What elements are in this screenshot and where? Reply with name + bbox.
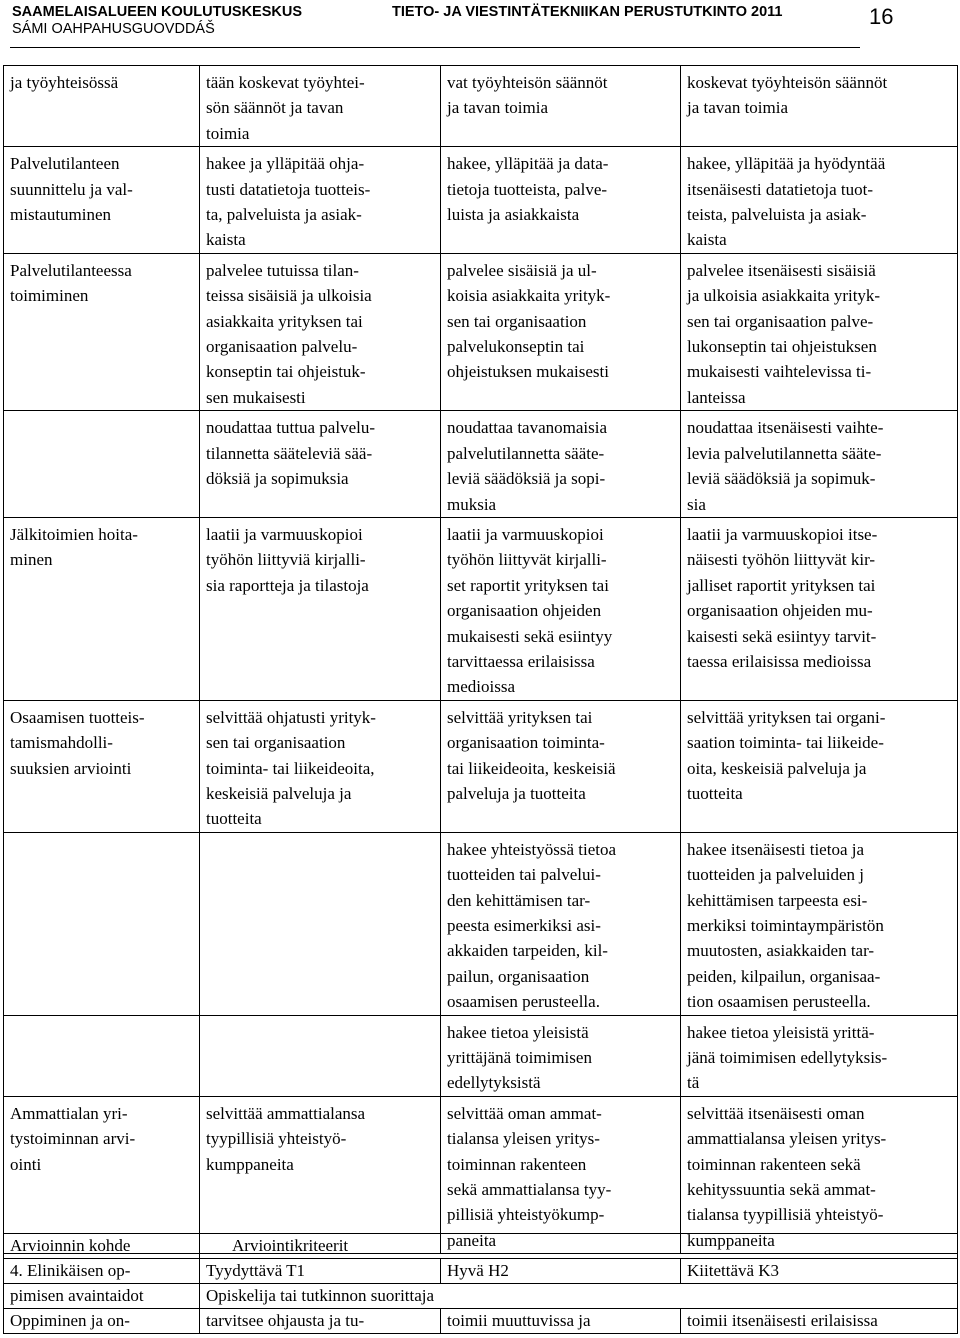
grade-header-h2: Hyvä H2: [441, 1259, 681, 1284]
criteria-h2-cell: palvelee sisäisiä ja ul- koisia asiakkaita yrityk- sen tai organisaation palvelukonseptin tai ohjeistuksen mukaisesti: [441, 253, 681, 410]
criteria-table-wrapper: [3, 65, 957, 1254]
criteria-t1-cell: selvittää ammattialansa tyypillisiä yhteistyö- kumppaneita: [200, 1096, 441, 1253]
table-row: [4, 1284, 958, 1309]
criteria-t1-cell: hakee ja ylläpitää ohja- tusti datatietoja tuotteis- ta, palveluista ja asiak- kaista: [200, 147, 441, 254]
criteria-h2-cell: vat työyhteisön säännöt ja tavan toimia: [441, 66, 681, 147]
criteria-t1-cell: [200, 832, 441, 1015]
table-row: [4, 147, 958, 254]
criteria-h2-cell: toimii muuttuvissa ja: [441, 1309, 681, 1334]
column-header-kohde: Arvioinnin kohde: [4, 1234, 200, 1259]
assessment-target-cell: Palvelutilanteen suunnittelu ja val- mistautuminen: [4, 147, 200, 254]
criteria-h2-cell: selvittää oman ammat- tialansa yleisen yritys- toiminnan rakenteen sekä ammattialansa tyy- pillisiä yhteistyökump- paneita: [441, 1096, 681, 1253]
organization-name-sami: SÁMI OAHPAHUSGUOVDDÁŠ: [12, 21, 215, 37]
criteria-k3-cell: hakee, ylläpitää ja hyödyntää itsenäisesti datatietoja tuot- teista, palveluista ja asiak- kaista: [681, 147, 958, 254]
grade-header-k3: Kiitettävä K3: [681, 1259, 958, 1284]
column-header-kriteerit: Arviointikriteerit: [200, 1234, 958, 1259]
table-row: [4, 700, 958, 832]
criteria-t1-cell: selvittää ohjatusti yrityk- sen tai organisaation toiminta- tai liikeideoita, keskeisiä palveluja ja tuotteita: [200, 700, 441, 832]
area-title-line1: 4. Elinikäisen op-: [4, 1259, 200, 1284]
header-divider: [10, 47, 860, 48]
table-row: [4, 1096, 958, 1253]
assessment-target-cell: Oppiminen ja on-: [4, 1309, 200, 1334]
assessment-target-cell: [4, 832, 200, 1015]
assessment-target-cell: Ammattialan yri- tystoiminnan arvi- ointi: [4, 1096, 200, 1253]
assessment-target-cell: Palvelutilanteessa toimiminen: [4, 253, 200, 410]
criteria-t1-cell: noudattaa tuttua palvelu- tilannetta sääteleviä sää- döksiä ja sopimuksia: [200, 411, 441, 518]
criteria-h2-cell: hakee tietoa yleisistä yrittäjänä toimimisen edellytyksistä: [441, 1015, 681, 1096]
organization-name: SAAMELAISALUEEN KOULUTUSKESKUS: [12, 4, 303, 20]
next-table-start: [3, 1233, 957, 1334]
criteria-h2-cell: laatii ja varmuuskopioi työhön liittyvät kirjalli- set raportit yrityksen tai organisaation ohjeiden mukaisesti sekä esiintyy tarvittaessa erilaisissa medioissa: [441, 517, 681, 700]
criteria-k3-cell: koskevat työyhteisön säännöt ja tavan toimia: [681, 66, 958, 147]
criteria-k3-cell: selvittää yrityksen tai organi- saation toiminta- tai liikeide- oita, keskeisiä palveluja ja tuotteita: [681, 700, 958, 832]
degree-title: TIETO- JA VIESTINTÄTEKNIIKAN PERUSTUTKINTO 2011: [392, 4, 783, 20]
table-row: [4, 1259, 958, 1284]
table-row: [4, 1234, 958, 1259]
criteria-h2-cell: selvittää yrityksen tai organisaation toiminta- tai liikeideoita, keskeisiä palveluja ja tuotteita: [441, 700, 681, 832]
assessment-target-cell: [4, 411, 200, 518]
criteria-k3-cell: palvelee itsenäisesti sisäisiä ja ulkoisia asiakkaita yrityk- sen tai organisaation palve- lukonseptin tai ohjeistuksen mukaisesti vaihtelevissa ti- lanteissa: [681, 253, 958, 410]
assessment-target-cell: Jälkitoimien hoita- minen: [4, 517, 200, 700]
criteria-t1-cell: [200, 1015, 441, 1096]
criteria-t1-cell: laatii ja varmuuskopioi työhön liittyviä kirjalli- sia raportteja ja tilastoja: [200, 517, 441, 700]
next-criteria-table: [3, 1233, 958, 1334]
assessment-target-cell: ja työyhteisössä: [4, 66, 200, 147]
assessment-target-cell: Osaamisen tuotteis- tamismahdolli- suuksien arviointi: [4, 700, 200, 832]
table-row: [4, 832, 958, 1015]
assessment-target-cell: [4, 1015, 200, 1096]
criteria-h2-cell: hakee, ylläpitää ja data- tietoja tuotteista, palve- luista ja asiakkaista: [441, 147, 681, 254]
table-row: [4, 66, 958, 147]
criteria-k3-cell: laatii ja varmuuskopioi itse- näisesti työhön liittyvät kir- jalliset raportit yrityksen tai organisaation ohjeiden mu- kaisesti sekä esiintyy tarvit- taessa erilaisissa medioissa: [681, 517, 958, 700]
criteria-k3-cell: hakee tietoa yleisistä yrittä- jänä toimimisen edellytyksis- tä: [681, 1015, 958, 1096]
page-header: [0, 0, 960, 62]
criteria-h2-cell: hakee yhteistyössä tietoa tuotteiden tai palvelui- den kehittämisen tar- peesta esimerkiksi asi- akkaiden tarpeiden, kil- pailun, organisaation osaamisen perusteella.: [441, 832, 681, 1015]
table-row: [4, 253, 958, 410]
criteria-t1-cell: tarvitsee ohjausta ja tu-: [200, 1309, 441, 1334]
table-row: [4, 1015, 958, 1096]
criteria-k3-cell: selvittää itsenäisesti oman ammattialansa yleisen yritys- toiminnan rakenteen sekä kehityssuuntia sekä ammat- tialansa tyypillisiä yhteistyö- kumppaneita: [681, 1096, 958, 1253]
criteria-table: [3, 65, 958, 1254]
table-row: [4, 411, 958, 518]
criteria-k3-cell: toimii itsenäisesti erilaisissa: [681, 1309, 958, 1334]
criteria-t1-cell: tään koskevat työyhtei- sön säännöt ja tavan toimia: [200, 66, 441, 147]
criteria-k3-cell: hakee itsenäisesti tietoa ja tuotteiden ja palveluiden j kehittämisen tarpeesta esi- merkiksi toimintaympäristön muutosten, asiakkaiden tar- peiden, kilpailun, organisaa- tion osaamisen perusteella.: [681, 832, 958, 1015]
criteria-k3-cell: noudattaa itsenäisesti vaihte- levia palvelutilannetta sääte- leviä säädöksiä ja sopimuk- sia: [681, 411, 958, 518]
table-row: [4, 517, 958, 700]
criteria-h2-cell: noudattaa tavanomaisia palvelutilannetta sääte- leviä säädöksiä ja sopi- muksia: [441, 411, 681, 518]
grade-header-t1: Tyydyttävä T1: [200, 1259, 441, 1284]
table-row: [4, 1309, 958, 1334]
area-title-line2: pimisen avaintaidot: [4, 1284, 200, 1309]
criteria-t1-cell: palvelee tutuissa tilan- teissa sisäisiä ja ulkoisia asiakkaita yrityksen tai organisaation palvelu- konseptin tai ohjeistuk- sen mukaisesti: [200, 253, 441, 410]
page-number: 16: [869, 4, 894, 29]
suorittaja-label: Opiskelija tai tutkinnon suorittaja: [200, 1284, 958, 1309]
